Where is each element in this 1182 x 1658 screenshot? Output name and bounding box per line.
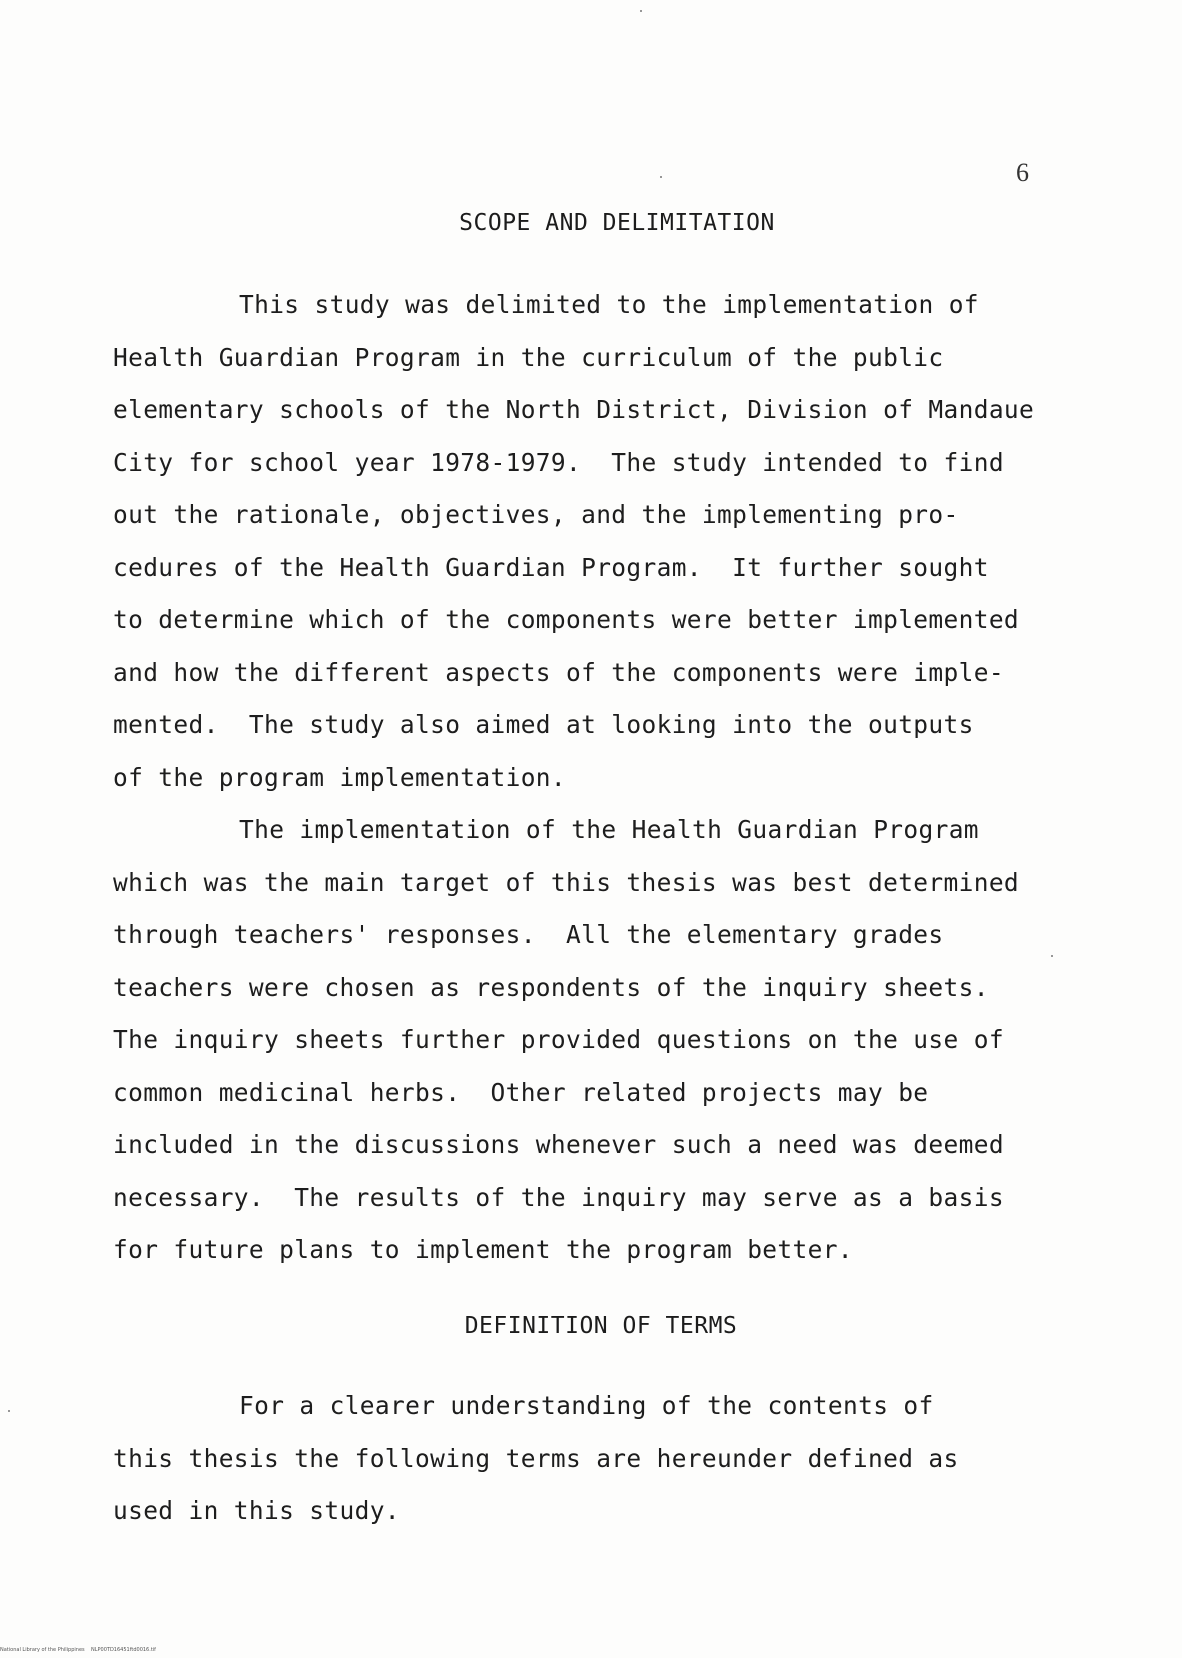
- text-line: cedures of the Health Guardian Program. It further sought: [113, 552, 989, 582]
- text-line: included in the discussions whenever such a need was deemed: [113, 1130, 1004, 1159]
- text-line: common medicinal herbs. Other related projects may be: [113, 1077, 929, 1107]
- text-line: The inquiry sheets further provided questions on the use of: [113, 1025, 1004, 1054]
- text-line: City for school year 1978-1979. The study intended to find: [113, 447, 1004, 477]
- text-line: used in this study.: [113, 1496, 400, 1525]
- text-line: which was the main target of this thesis was best determined: [113, 867, 1020, 897]
- paragraph-scope-1: [113, 279, 1073, 804]
- text-line: Health Guardian Program in the curriculum of the public: [113, 342, 944, 372]
- text-line: The implementation of the Health Guardian Program: [239, 815, 979, 844]
- text-line: out the rationale, objectives, and the implementing pro-: [113, 500, 959, 529]
- section-heading-definitions: DEFINITION OF TERMS: [464, 1313, 738, 1339]
- paragraph-definitions: [113, 1380, 1073, 1538]
- text-line: elementary schools of the North District, Division of Mandaue: [113, 395, 1035, 424]
- text-line: For a clearer understanding of the contents of: [239, 1391, 934, 1420]
- scan-speck: [1051, 955, 1053, 957]
- section-heading-scope: SCOPE AND DELIMITATION: [459, 210, 775, 236]
- text-line: necessary. The results of the inquiry may serve as a basis: [113, 1182, 1004, 1212]
- text-line: to determine which of the components were better implemented: [113, 605, 1020, 634]
- text-line: this thesis the following terms are hereunder defined as: [113, 1443, 959, 1473]
- page-number: 6: [1016, 158, 1029, 187]
- text-line: and how the different aspects of the components were imple-: [113, 657, 1004, 687]
- footer-caption: National Library of the Philippines NLP00TD16451ftd0016.tif: [0, 1647, 156, 1653]
- text-line: teachers were chosen as respondents of the inquiry sheets.: [113, 972, 989, 1002]
- scan-speck: [8, 1410, 10, 1412]
- text-line: for future plans to implement the program better.: [113, 1235, 853, 1264]
- scan-speck: [660, 176, 662, 178]
- text-line: of the program implementation.: [113, 762, 567, 792]
- text-line: through teachers' responses. All the elementary grades: [113, 920, 944, 949]
- text-line: This study was delimited to the implementation of: [239, 290, 979, 319]
- text-line: mented. The study also aimed at looking into the outputs: [113, 710, 974, 739]
- scan-speck: [640, 10, 642, 12]
- paragraph-scope-2: [113, 804, 1073, 1277]
